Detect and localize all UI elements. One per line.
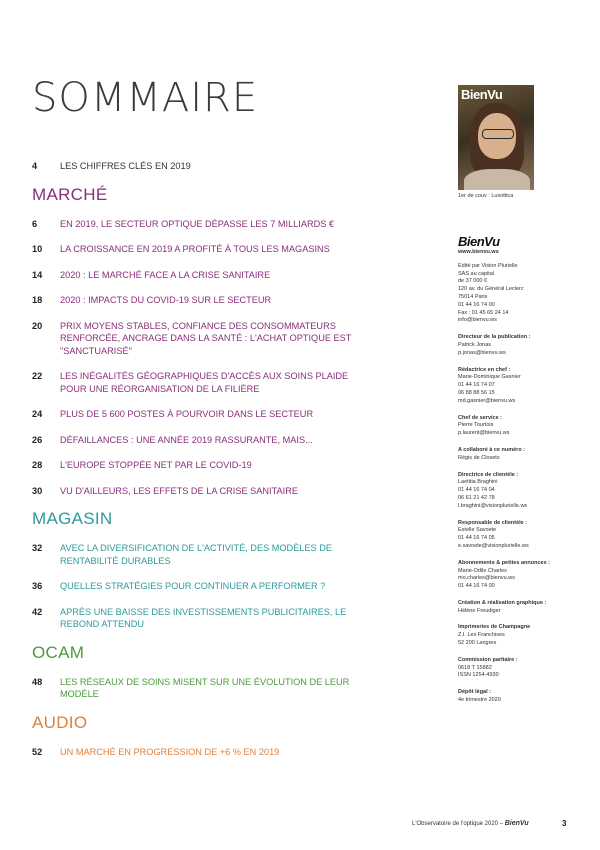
toc-entry[interactable]	[32, 542, 362, 567]
masthead-credits	[458, 334, 588, 705]
publisher-line: SAS au capital	[458, 270, 495, 277]
credit-block	[458, 472, 588, 511]
credit-line: Marie-Dominique Gasnier	[458, 374, 521, 381]
credit-line: 0618 T 15882	[458, 664, 492, 671]
publisher-line: de 37 000 €	[458, 278, 488, 285]
toc-page-number: 22	[32, 371, 43, 381]
toc-entry-title: L'EUROPE STOPPÉE NET PAR LE COVID-19	[60, 460, 252, 470]
cover-caption: 1er de couv : Luxottica	[458, 193, 514, 199]
toc-entry-title: LES CHIFFRES CLÉS EN 2019	[60, 161, 191, 171]
credit-line: 4e trimestre 2020	[458, 697, 501, 704]
toc-page-number: 4	[32, 161, 38, 171]
toc-section-ocam	[32, 644, 362, 701]
publisher-line: 01 44 16 74 00	[458, 301, 495, 308]
credit-line: Laetitia Braghini	[458, 479, 498, 486]
credit-role: A collaboré à ce numéro :	[458, 446, 526, 453]
credit-block	[458, 334, 588, 357]
cover-logo: BienVu	[461, 87, 503, 102]
credit-line: Marie-Odile Charles	[458, 567, 507, 574]
credit-block	[458, 560, 588, 591]
page-footer	[412, 820, 529, 827]
page-number: 3	[562, 819, 567, 828]
credit-line: 06 61 21 42 78	[458, 494, 495, 501]
credit-block	[458, 367, 588, 406]
credit-role: Imprimeries de Champagne	[458, 624, 531, 631]
footer-logo: BienVu	[504, 820, 529, 827]
credit-line: 01 44 16 74 07	[458, 382, 495, 389]
credit-block	[458, 447, 588, 463]
toc-sections	[32, 186, 362, 759]
toc-entry[interactable]	[32, 606, 362, 631]
credit-block	[458, 689, 588, 705]
toc-page-number: 10	[32, 244, 43, 254]
section-heading-magasin: MAGASIN	[32, 509, 113, 528]
publisher-info	[458, 263, 588, 325]
publisher-line: Fax : 01 45 65 24 14	[458, 309, 509, 316]
credit-line: p.jonas@bienvu.ws	[458, 349, 506, 356]
toc-entry-title: 2020 : IMPACTS DU COVID-19 SUR LE SECTEUR	[60, 295, 272, 305]
toc-page-number: 18	[32, 295, 43, 305]
publisher-line: 75014 Paris	[458, 293, 488, 300]
credit-role: Création & réalisation graphique :	[458, 599, 547, 606]
section-heading-ocam: OCAM	[32, 642, 85, 662]
toc-entry[interactable]	[32, 434, 362, 447]
toc-entry[interactable]	[32, 294, 362, 307]
credit-line: e.savoete@visionplurielle.ws	[458, 542, 529, 549]
credit-block	[458, 657, 588, 680]
credit-role: Responsable de clientèle :	[458, 519, 528, 526]
credit-block	[458, 600, 588, 616]
credit-line: Patrick Jonas	[458, 341, 492, 348]
toc-entry-title: EN 2019, LE SECTEUR OPTIQUE DÉPASSE LES 7 MILLIARDS €	[60, 218, 335, 229]
page-title: SOMMAIRE	[32, 75, 259, 121]
toc-page-number: 30	[32, 485, 43, 496]
toc-page-number: 28	[32, 460, 43, 470]
credit-line: p.laurent@bienvu.ws	[458, 430, 510, 437]
masthead-logo: BienVu	[458, 234, 500, 249]
toc-section-audio	[32, 714, 362, 759]
table-of-contents	[32, 160, 362, 771]
toc-entry[interactable]	[32, 408, 362, 421]
publisher-line: 120 av. du Général Leclerc	[458, 286, 524, 293]
credit-role: Chef de service :	[458, 414, 503, 421]
credit-role: Directeur de la publication :	[458, 334, 531, 341]
toc-entry-title: PRIX MOYENS STABLES, CONFIANCE DES CONSOMMATEURS RENFORCÉE, ANCRAGE DANS LA SANTÉ : L'ACHAT OPTIQUE EST "SANCTUARISÉ"	[60, 320, 352, 356]
credit-line: Z.I. Les Franchises	[458, 632, 505, 639]
toc-entry-title: LES RÉSEAUX DE SOINS MISENT SUR UNE ÉVOLUTION DE LEUR MODÈLE	[60, 676, 350, 699]
toc-page-number: 20	[32, 320, 43, 331]
toc-entry-title: LES INÉGALITÉS GÉOGRAPHIQUES D'ACCÈS AUX SOINS PLAIDE POUR UNE RÉORGANISATION DE LA FILIÈRE	[60, 371, 349, 394]
toc-page-number: 52	[32, 746, 43, 757]
toc-page-number: 24	[32, 409, 43, 419]
credit-role: Rédactrice en chef :	[458, 366, 511, 373]
toc-entry[interactable]	[32, 580, 362, 593]
toc-entry-title: VU D'AILLEURS, LES EFFETS DE LA CRISE SANITAIRE	[60, 485, 298, 496]
credit-line: md.gasnier@bienvu.ws	[458, 397, 516, 404]
footer-text: L'Observatoire de l'optique 2020 –	[412, 821, 504, 827]
credit-line: Estelle Savoete	[458, 527, 497, 534]
credit-line: 06 88 88 56 15	[458, 389, 495, 396]
toc-entry-title: PLUS DE 5 600 POSTES À POURVOIR DANS LE SECTEUR	[60, 409, 314, 419]
section-heading-marche: MARCHÉ	[32, 184, 108, 204]
toc-entry[interactable]	[32, 269, 362, 282]
credit-line: mo.charles@bienvu.ws	[458, 575, 515, 582]
credit-block	[458, 520, 588, 551]
toc-entry-title: DÉFAILLANCES : UNE ANNÉE 2019 RASSURANTE, MAIS...	[60, 434, 313, 445]
toc-entry-title: APRÈS UNE BAISSE DES INVESTISSEMENTS PUBLICITAIRES, LE REBOND ATTENDU	[60, 606, 347, 629]
publisher-line: info@bienvu.ws	[458, 317, 497, 324]
credit-line: ISSN 1254-4930	[458, 672, 499, 679]
credit-block	[458, 624, 588, 647]
toc-entry[interactable]	[32, 459, 362, 472]
toc-section-marche	[32, 186, 362, 498]
toc-page-number: 32	[32, 543, 43, 553]
toc-entry-title: UN MARCHÉ EN PROGRESSION DE +6 % EN 2019	[60, 746, 280, 757]
toc-entry[interactable]	[32, 243, 362, 256]
toc-entry[interactable]	[32, 160, 362, 173]
cover-glasses-shape	[482, 129, 514, 139]
section-heading-audio: AUDIO	[32, 712, 88, 732]
credit-line: 52 200 Langres	[458, 640, 497, 647]
credit-line: 01 44 16 74 00	[458, 583, 495, 590]
credit-line: Régis de Closets	[458, 454, 500, 461]
toc-page-number: 14	[32, 269, 43, 280]
credit-role: Commission paritaire :	[458, 656, 518, 663]
toc-entry-title: AVEC LA DIVERSIFICATION DE L'ACTIVITÉ, DES MODÈLES DE RENTABILITÉ DURABLES	[60, 543, 332, 566]
toc-entry[interactable]	[32, 746, 362, 759]
credit-role: Directrice de clientèle :	[458, 471, 519, 478]
toc-page-number: 48	[32, 676, 43, 687]
toc-entry[interactable]	[32, 320, 362, 358]
toc-entry[interactable]	[32, 485, 362, 498]
toc-entry-title: LA CROISSANCE EN 2019 A PROFITÉ À TOUS LES MAGASINS	[60, 244, 330, 254]
credit-line: l.braghini@visionplurielle.ws	[458, 502, 528, 509]
credit-role: Dépôt légal :	[458, 689, 492, 696]
credit-role: Abonnements & petites annonces :	[458, 559, 550, 566]
toc-entry[interactable]	[32, 218, 362, 231]
credit-line: Pierre Tourtois	[458, 422, 494, 429]
toc-page-number: 6	[32, 218, 38, 229]
masthead-url[interactable]: www.bienvu.ws	[458, 249, 499, 255]
toc-section-magasin	[32, 510, 362, 631]
toc-entry-title: QUELLES STRATÉGIES POUR CONTINUER A PERFORMER ?	[60, 581, 326, 591]
credit-line: 01 44 16 74 04	[458, 487, 495, 494]
masthead	[458, 235, 588, 714]
toc-entry-title: 2020 : LE MARCHÉ FACE A LA CRISE SANITAIRE	[60, 269, 271, 280]
toc-entry[interactable]	[32, 370, 362, 395]
toc-page-number: 42	[32, 606, 43, 617]
credit-line: 01 44 16 74 05	[458, 535, 495, 542]
cover-thumbnail	[458, 85, 534, 190]
cover-shoulder-shape	[464, 169, 530, 190]
publisher-line: Edité par Vision Plurielle	[458, 262, 518, 269]
toc-page-number: 36	[32, 581, 43, 591]
toc-page-number: 26	[32, 434, 43, 445]
toc-entry[interactable]	[32, 676, 362, 701]
credit-block	[458, 415, 588, 438]
credit-line: Hélène Freudiger	[458, 607, 501, 614]
